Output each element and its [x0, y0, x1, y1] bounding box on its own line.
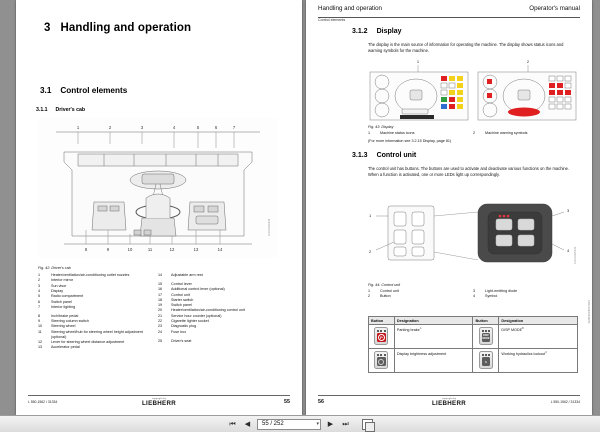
column-header-designation-2: Designation: [499, 317, 578, 325]
list-item: [368, 294, 473, 299]
viewer-toolbar: [0, 415, 600, 432]
legend-label: Heater/ventilation/air-conditioning outlet nozzles: [51, 273, 130, 277]
document-page-left: [16, 0, 302, 415]
display-brightness-button-icon: [369, 349, 395, 373]
legend-label: Switch panel: [51, 299, 72, 304]
chevron-down-icon[interactable]: ▾: [316, 421, 319, 427]
control-unit-section-title: [352, 152, 416, 159]
footer-brand-name: LIEBHERR: [141, 400, 176, 407]
legend-label: Control unit: [171, 292, 190, 297]
list-item: [38, 345, 154, 350]
list-item: [158, 319, 274, 324]
svg-text:5: 5: [196, 125, 200, 130]
display-cross-reference-note[interactable]: (For more information see 3.2.15 Display, page 81): [368, 139, 452, 143]
control-unit-illustration: [366, 186, 580, 283]
legend-label: Button: [380, 294, 391, 299]
list-item: [158, 287, 274, 292]
legend-number: 24: [158, 329, 163, 334]
svg-text:4: 4: [567, 248, 570, 253]
running-head-sub: Control elements: [318, 18, 346, 22]
section-title-text: Control elements: [60, 86, 128, 95]
page-number: 55: [283, 399, 290, 406]
page-number-value: 55 / 252: [262, 421, 284, 427]
legend-number: 23: [158, 324, 163, 329]
svg-text:LFR/10420449: LFR/10420449: [574, 246, 577, 264]
disp-mode-button-icon: [473, 325, 499, 349]
legend-label: Control unit: [380, 289, 399, 293]
legend-number: 25: [158, 338, 163, 343]
svg-text:10: 10: [127, 247, 133, 252]
page-footer-right: [318, 395, 580, 408]
display-legend-column-2: [473, 131, 578, 136]
document-page-right: [306, 0, 592, 415]
list-item: [158, 330, 274, 335]
list-item: [38, 284, 154, 289]
legend-label: Heater/ventilation/air-conditioning control unit: [171, 308, 245, 313]
footnote-marker: B: [522, 326, 524, 330]
legend-number: 1: [38, 273, 41, 277]
legend-label: Interior mirror: [51, 278, 74, 283]
svg-text:12: 12: [169, 247, 175, 252]
list-item: [158, 308, 274, 313]
legend-label: Machine status icons: [380, 131, 415, 135]
list-item: [473, 294, 578, 299]
column-header-button-2: Button: [473, 317, 499, 325]
svg-text:8: 8: [84, 247, 88, 252]
legend-number: 4: [473, 294, 476, 299]
table-row: [369, 349, 578, 373]
drivers-cab-illustration: [38, 118, 278, 258]
legend-label: Interior lighting: [51, 304, 76, 309]
first-page-button[interactable]: ⏮: [229, 420, 236, 428]
legend-number: 17: [158, 292, 163, 297]
legend-label: Symbol: [485, 294, 498, 299]
page-footer-left: [28, 395, 290, 408]
display-figure-legend: [368, 131, 578, 136]
display-figure-caption: Fig. 43: Display: [368, 125, 394, 129]
legend-label: Additional control lever (optional): [171, 287, 225, 292]
legend-label: Inch/brake pedal: [51, 313, 79, 318]
subsection-number: 3.1.1: [36, 107, 48, 113]
list-item: [38, 324, 154, 329]
legend-number: 12: [38, 339, 43, 344]
section-title: [40, 86, 127, 95]
legend-number: 6: [38, 299, 41, 304]
svg-text:2: 2: [369, 249, 372, 254]
control-unit-figure-legend: [368, 289, 578, 300]
display-section-number: 3.1.2: [352, 28, 368, 35]
list-item: [158, 298, 274, 303]
list-item: [38, 300, 154, 305]
page-layout-icon[interactable]: [362, 419, 373, 430]
legend-label: Display: [51, 288, 64, 293]
list-item: [158, 293, 274, 298]
designation-text: Working hydraulics lockout: [501, 351, 546, 356]
table-cell-designation: [394, 349, 473, 373]
list-item: [38, 319, 154, 324]
legend-label: Control lever: [171, 281, 192, 286]
list-item: [158, 282, 274, 287]
footer-page-number-wrap: [203, 399, 290, 405]
table-row: [369, 325, 578, 349]
display-section-body: The display is the main source of information for operating the machine. The display shows status icons and warning symbols for the machine.: [368, 42, 564, 53]
figure-caption: Fig. 42: Driver's cab: [38, 266, 71, 270]
parking-brake-glyph: P: [378, 334, 385, 341]
list-item: [368, 289, 473, 294]
legend-number: 22: [158, 319, 163, 324]
legend-number: 1: [368, 289, 371, 293]
legend-label: Accelerator pedal: [51, 345, 80, 350]
figure-legend-drivers-cab: [38, 266, 278, 351]
footer-brand: [405, 398, 492, 408]
brightness-sun-icon: [378, 359, 384, 365]
led-indicator-group: [480, 354, 492, 356]
running-head: [318, 5, 580, 18]
parking-brake-button-icon: [369, 325, 395, 349]
legend-number: 13: [38, 345, 43, 350]
legend-number: 21: [158, 313, 163, 318]
footer-brand-tagline: copyright by: [441, 397, 457, 400]
legend-number: 10: [38, 324, 43, 329]
legend-number: 14: [158, 273, 163, 277]
svg-text:9: 9: [106, 247, 110, 252]
legend-number: 9: [38, 319, 41, 324]
legend-label: Service hour counter (optional): [171, 313, 222, 318]
svg-text:4: 4: [172, 125, 176, 130]
legend-label: Switch panel: [171, 303, 192, 308]
legend-label: Machine warning symbols: [485, 131, 528, 135]
svg-text:1: 1: [369, 213, 372, 218]
legend-label: Lever for steering wheel distance adjustment: [51, 339, 125, 344]
svg-text:11: 11: [147, 247, 153, 252]
svg-text:14: 14: [217, 247, 223, 252]
svg-text:13: 13: [193, 247, 199, 252]
chapter-number: 3: [44, 22, 51, 34]
list-item: [38, 289, 154, 294]
legend-number: 7: [38, 304, 41, 309]
display-section-title-text: Display: [376, 28, 402, 35]
legend-number: 19: [158, 303, 163, 308]
legend-label: Driver's seat: [171, 338, 192, 343]
svg-text:3: 3: [567, 208, 570, 213]
control-unit-section-number: 3.1.3: [352, 152, 368, 159]
control-unit-button-table: [368, 316, 578, 373]
table-header-row: [369, 317, 578, 325]
legend-label: Cigarette lighter socket: [171, 319, 209, 324]
list-item: [38, 305, 154, 310]
led-indicator-group: [375, 330, 387, 332]
subsection-title: [36, 107, 85, 113]
footnote-marker: A: [419, 326, 422, 330]
legend-number: 15: [158, 281, 163, 286]
legend-number: 16: [158, 287, 163, 292]
display-section-title: [352, 28, 401, 35]
chapter-title: [44, 22, 191, 34]
working-hydraulics-lockout-button-icon: [473, 349, 499, 373]
designation-text: DISP MODE: [501, 327, 523, 332]
legend-number: 4: [38, 288, 41, 293]
legend-number: 20: [158, 308, 163, 313]
footer-doc-code: L 550-1562 / 31334: [28, 400, 58, 405]
previous-page-button[interactable]: ◀: [244, 420, 251, 428]
legend-number: 11: [38, 329, 42, 334]
footer-brand: [115, 398, 202, 408]
list-item: [158, 273, 274, 278]
page-number-input[interactable]: [257, 419, 321, 430]
legend-number: 18: [158, 297, 163, 302]
hydraulics-lockout-glyph: ⇅: [484, 359, 488, 364]
list-item: [158, 324, 274, 329]
list-item: [38, 294, 154, 299]
section-number: 3.1: [40, 86, 52, 95]
designation-text: Display brightness adjustment: [396, 351, 447, 356]
legend-label: Fuse box: [171, 329, 187, 334]
svg-text:2: 2: [108, 125, 112, 130]
legend-label: Adjustable arm rest: [171, 273, 203, 277]
page-number: 56: [318, 399, 324, 406]
running-head-right: Operator's manual: [529, 5, 580, 12]
legend-label: Steering column switch: [51, 319, 89, 324]
table-cell-designation: [499, 349, 578, 373]
list-item: [473, 131, 578, 136]
page-side-code: LFR/10420449/01: [587, 300, 590, 324]
legend-label: Diagnostic plug: [171, 324, 197, 329]
legend-number: 3: [473, 289, 476, 293]
legend-column-2: [158, 273, 278, 351]
display-legend-column-1: [368, 131, 473, 136]
list-item: [38, 278, 154, 283]
legend-label: Starter switch: [171, 297, 194, 302]
legend-number: 5: [38, 294, 41, 299]
list-item: [368, 131, 473, 136]
chapter-title-text: Handling and operation: [60, 22, 192, 34]
list-item: [158, 339, 274, 344]
led-indicator-group: [480, 330, 492, 332]
list-item: [38, 273, 154, 278]
table-cell-designation: [499, 325, 578, 349]
legend-label: Sun visor: [51, 283, 67, 288]
legend-label: Steering wheel/hub for steering wheel height adjustment (optional): [51, 329, 143, 339]
footer-brand-tagline: copyright by: [151, 397, 167, 400]
list-item: [38, 330, 154, 340]
legend-label: Light-emitting diode: [485, 289, 518, 293]
footnote-marker: C: [545, 350, 548, 354]
footer-doc-code: L 550-1562 / 31334: [550, 400, 580, 405]
legend-number: 2: [473, 131, 476, 135]
legend-label: Steering wheel: [51, 324, 76, 329]
disp-mode-glyph: DISP MODE: [482, 334, 490, 340]
legend-number: 1: [368, 131, 371, 135]
legend-number: 2: [368, 294, 371, 299]
svg-text:1: 1: [416, 59, 420, 64]
subsection-title-text: Driver's cab: [55, 107, 86, 113]
footer-brand-name: LIEBHERR: [431, 400, 466, 407]
control-unit-legend-column-2: [473, 289, 578, 300]
svg-text:LFR/10420449: LFR/10420449: [268, 218, 271, 236]
list-item: [38, 314, 154, 319]
control-unit-figure-caption: Fig. 44: Control unit: [368, 283, 401, 287]
list-item: [158, 314, 274, 319]
list-item: [38, 340, 154, 345]
last-page-button[interactable]: ⏭: [342, 420, 349, 428]
svg-text:1: 1: [76, 125, 80, 130]
footer-page-number-wrap: [318, 399, 405, 405]
svg-text:2: 2: [526, 59, 530, 64]
control-unit-section-body: The control unit has buttons. The buttons are used to activate and deactivate various functions on the machine. When a function is activated, one or more LEDs light up correspondingly.: [368, 166, 570, 177]
legend-number: 3: [38, 283, 41, 288]
svg-text:3: 3: [140, 125, 144, 130]
column-header-button-1: Button: [369, 317, 395, 325]
table-cell-designation: [394, 325, 473, 349]
led-indicator-group: [375, 354, 387, 356]
control-unit-section-title-text: Control unit: [376, 152, 417, 159]
running-head-left: Handling and operation: [318, 5, 382, 12]
legend-number: 2: [38, 278, 41, 283]
designation-text: Parking brake: [396, 327, 420, 332]
list-item: [473, 289, 578, 294]
display-illustration: [366, 58, 580, 129]
legend-number: 8: [38, 313, 41, 318]
legend-column-1: [38, 273, 158, 351]
legend-label: Radio compartment: [51, 294, 84, 299]
svg-text:7: 7: [232, 125, 236, 130]
next-page-button[interactable]: ▶: [327, 420, 334, 428]
control-unit-legend-column-1: [368, 289, 473, 300]
svg-text:6: 6: [214, 125, 218, 130]
column-header-designation-1: Designation: [394, 317, 473, 325]
list-item: [158, 303, 274, 308]
